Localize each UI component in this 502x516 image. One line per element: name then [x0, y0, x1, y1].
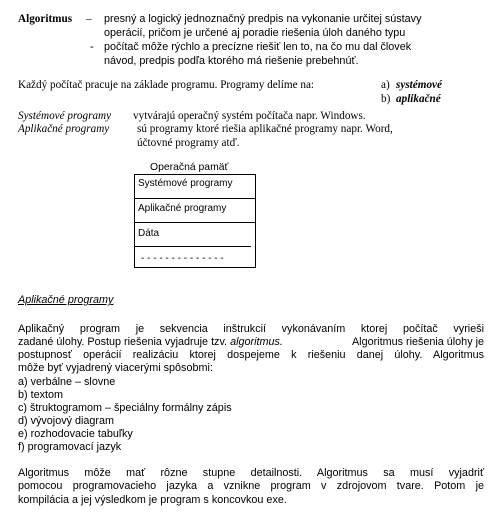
definition-line-3: počítač môže rýchlo a precízne riešiť len to, na čo mu dal človek [104, 41, 412, 53]
option-a-label: systémové [396, 79, 442, 91]
paragraph-1-line-3: postupnosť operácií realizáciu ktorej dospejeme k riešeniu danej úlohy. Algoritmus [18, 349, 484, 361]
paragraph-2-line-3: kompilácia a jej výsledkom je program s koncovkou exe. [18, 494, 287, 506]
paragraph-1-line-4: môže byť vyjadrený viacerými spôsobmi: [18, 362, 213, 374]
list-item: b) textom [18, 389, 64, 401]
memory-free-space: - - - - - - - - - - - - - - [141, 253, 224, 264]
list-item: f) programovací jazyk [18, 441, 122, 453]
definition-line-1: presný a logický jednoznačný predpis na vykonanie určitej sústavy [104, 13, 422, 25]
paragraph-1-line-1: Aplikačný program je sekvencia inštrukcií vykonávaním ktorej počítač vyrieši [18, 323, 484, 335]
definition-bullet: - [90, 41, 94, 53]
definition-line-4: návod, predpis podľa ktorého má riešenie prebehnúť. [104, 55, 359, 67]
memory-diagram [134, 174, 256, 268]
paragraph-1-line-2-end: Algoritmus riešenia úlohy je [351, 336, 484, 348]
section-heading: Aplikačné programy [18, 294, 114, 306]
option-b-label: aplikačné [396, 93, 441, 105]
system-programs-term: Systémové programy [18, 110, 112, 122]
paragraph-2-line-2: pomocou programovacieho jazyka a vznikne program v zdrojovom tvare. Potom je [18, 480, 484, 492]
paragraph-1-line-2 [18, 336, 484, 349]
system-programs-text: vytvárajú operačný systém počítača napr. Windows. [133, 110, 366, 122]
memory-divider [135, 246, 251, 247]
list-item: e) rozhodovacie tabuľky [18, 428, 133, 440]
ways-list [18, 376, 232, 454]
algorithm-term: algoritmus. [230, 336, 283, 348]
list-item: c) štruktogramom – špeciálny formálny zápis [18, 402, 232, 414]
paragraph-2-line-1: Algoritmus môže mať rôzne stupne detailnosti. Algoritmus sa musí vyjadriť [18, 467, 484, 479]
memory-divider [135, 198, 255, 199]
app-programs-term: Aplikačné programy [18, 123, 110, 135]
memory-divider [135, 222, 255, 223]
list-item: a) verbálne – slovne [18, 376, 116, 388]
definition-dash: – [86, 13, 92, 25]
programs-intro: Každý počítač pracuje na základe programu. Programy delíme na: [18, 79, 315, 91]
app-programs-text-1: sú programy ktoré riešia aplikačné programy napr. Word, [137, 123, 393, 135]
definition-line-2: operácií, pričom je určené aj poradie riešenia úloh daného typu [104, 27, 406, 39]
definition-term: Algoritmus [18, 13, 73, 25]
memory-row-data: Dáta [138, 228, 160, 239]
list-item: d) vývojový diagram [18, 415, 115, 427]
option-b-prefix: b) [381, 93, 391, 105]
memory-row-system: Systémové programy [138, 178, 233, 189]
memory-diagram-title: Operačná pamäť [150, 162, 229, 173]
paragraph-1-line-2-start: zadané úlohy. Postup riešenia vyjadruje tzv. [18, 336, 228, 348]
app-programs-text-2: účtovné programy atď. [137, 137, 240, 149]
option-a-prefix: a) [381, 79, 390, 91]
memory-row-applications: Aplikačné programy [138, 203, 227, 214]
